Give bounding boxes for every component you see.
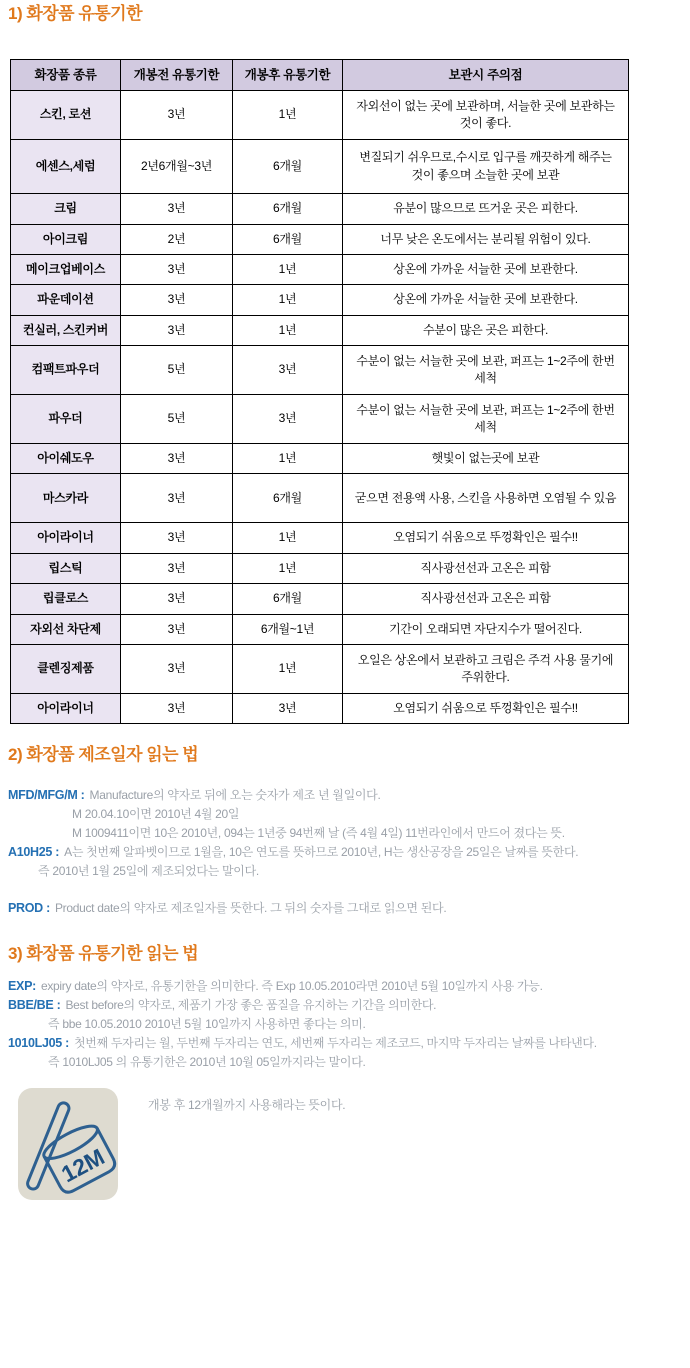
storage-note-cell: 직사광선선과 고온은 피함 — [343, 584, 629, 614]
product-type-cell: 아이쉐도우 — [11, 444, 121, 474]
storage-note-cell: 햇빛이 없는곳에 보관 — [343, 444, 629, 474]
column-header-before-opening: 개봉전 유통기한 — [121, 60, 233, 91]
term-label: MFD/MFG/M : — [8, 788, 85, 803]
shelf-life-before-cell: 3년 — [121, 194, 233, 224]
shelf-life-before-cell: 2년6개월~3년 — [121, 140, 233, 194]
info-text: M 1009411이면 10은 2010년, 094는 1년중 94번째 날 (즉 4월 4일) 11번라인에서 만드어 졌다는 뜻. — [72, 826, 565, 841]
shelf-life-after-cell: 1년 — [233, 444, 343, 474]
shelf-life-after-cell: 6개월 — [233, 474, 343, 523]
shelf-life-after-cell: 6개월 — [233, 140, 343, 194]
product-type-cell: 컨실러, 스킨커버 — [11, 315, 121, 345]
product-type-cell: 에센스,세럼 — [11, 140, 121, 194]
storage-note-cell: 변질되기 쉬우므로,수시로 입구를 깨끗하게 해주는 것이 좋으며 소늘한 곳에 보관 — [343, 140, 629, 194]
shelf-life-before-cell: 3년 — [121, 285, 233, 315]
shelf-life-before-cell: 3년 — [121, 645, 233, 694]
storage-note-cell: 수분이 많은 곳은 피한다. — [343, 315, 629, 345]
storage-note-cell: 기간이 오래되면 자단지수가 떨어진다. — [343, 614, 629, 644]
storage-note-cell: 오일은 상온에서 보관하고 크림은 주걱 사용 물기에 주위한다. — [343, 645, 629, 694]
product-type-cell: 아이라이너 — [11, 523, 121, 553]
table-row — [11, 645, 629, 694]
info-text: 즉 bbe 10.05.2010 2010년 5월 10일까지 사용하면 좋다는 의미. — [48, 1017, 366, 1032]
info-text: Product date의 약자로 제조일자를 뜻한다. 그 뒤의 숫자를 그대로 읽으면 된다. — [54, 901, 447, 916]
section-title-expiry-reading: 3) 화장품 유통기한 읽는 법 — [8, 944, 199, 964]
shelf-life-before-cell: 3년 — [121, 523, 233, 553]
pao-12m-label: 12M — [56, 1143, 109, 1188]
product-type-cell: 자외선 차단제 — [11, 614, 121, 644]
cosmetics-expiry-table — [10, 59, 629, 724]
expiry-reading-text-block — [8, 977, 690, 1072]
storage-note-cell: 유분이 많으므로 뜨거운 곳은 피한다. — [343, 194, 629, 224]
product-type-cell: 아이라이너 — [11, 694, 121, 724]
info-line — [8, 1053, 690, 1072]
info-line — [8, 996, 690, 1015]
table-row — [11, 285, 629, 315]
table-row — [11, 346, 629, 395]
product-type-cell: 마스카라 — [11, 474, 121, 523]
table-row — [11, 584, 629, 614]
shelf-life-after-cell: 1년 — [233, 315, 343, 345]
info-line — [8, 1034, 690, 1053]
shelf-life-before-cell: 3년 — [121, 553, 233, 583]
table-row — [11, 224, 629, 254]
table-row — [11, 614, 629, 644]
info-line — [8, 786, 690, 805]
info-line — [8, 977, 690, 996]
column-header-after-opening: 개봉후 유통기한 — [233, 60, 343, 91]
pao-open-jar-icon — [18, 1088, 118, 1200]
term-label: 1010LJ05 : — [8, 1036, 69, 1051]
shelf-life-after-cell: 6개월 — [233, 194, 343, 224]
product-type-cell: 메이크업베이스 — [11, 254, 121, 284]
table-row — [11, 254, 629, 284]
pao-caption: 개봉 후 12개월까지 사용해라는 뜻이다. — [148, 1098, 346, 1113]
shelf-life-before-cell: 5년 — [121, 395, 233, 444]
product-type-cell: 아이크림 — [11, 224, 121, 254]
product-type-cell: 클렌징제품 — [11, 645, 121, 694]
pao-symbol-section — [18, 1088, 690, 1200]
term-label: EXP: — [8, 979, 36, 994]
product-type-cell: 립클로스 — [11, 584, 121, 614]
info-text: 첫번째 두자리는 월, 두번째 두자리는 연도, 세번째 두자리는 제조코드, 마지막 두자리는 날짜를 나타낸다. — [73, 1036, 597, 1051]
info-text: A는 첫번째 알파벳이므로 1월을, 10은 연도를 뜻하므로 2010년, H는 생산공장을 25일은 날짜를 뜻한다. — [64, 845, 579, 860]
product-type-cell: 립스틱 — [11, 553, 121, 583]
product-type-cell: 파우더 — [11, 395, 121, 444]
table-row — [11, 523, 629, 553]
shelf-life-before-cell: 3년 — [121, 444, 233, 474]
section-title-shelf-life: 1) 화장품 유통기한 — [8, 4, 143, 23]
manufacture-date-text-block — [8, 786, 690, 918]
info-line — [8, 805, 690, 824]
shelf-life-after-cell: 1년 — [233, 553, 343, 583]
storage-note-cell: 상온에 가까운 서늘한 곳에 보관한다. — [343, 285, 629, 315]
info-line — [8, 843, 690, 862]
table-row — [11, 91, 629, 140]
info-line — [8, 824, 690, 843]
storage-note-cell: 굳으면 전용액 사용, 스킨을 사용하면 오염될 수 있음 — [343, 474, 629, 523]
table-row — [11, 553, 629, 583]
info-text: expiry date의 약자로, 유통기한을 의미한다. 즉 Exp 10.05.2010라면 2010년 5월 10일까지 사용 가능. — [40, 979, 543, 994]
storage-note-cell: 수분이 없는 서늘한 곳에 보관, 퍼프는 1~2주에 한번 세척 — [343, 346, 629, 395]
product-type-cell: 컴팩트파우더 — [11, 346, 121, 395]
table-header-row — [11, 60, 629, 91]
shelf-life-before-cell: 3년 — [121, 694, 233, 724]
shelf-life-before-cell: 5년 — [121, 346, 233, 395]
info-line — [8, 899, 690, 918]
shelf-life-before-cell: 3년 — [121, 474, 233, 523]
shelf-life-after-cell: 6개월 — [233, 224, 343, 254]
shelf-life-after-cell: 3년 — [233, 694, 343, 724]
info-text: 즉 2010년 1월 25일에 제조되었다는 말이다. — [38, 864, 259, 879]
product-type-cell: 파운데이션 — [11, 285, 121, 315]
shelf-life-after-cell: 3년 — [233, 346, 343, 395]
column-header-product-type: 화장품 종류 — [11, 60, 121, 91]
table-row — [11, 194, 629, 224]
column-header-storage-note: 보관시 주의점 — [343, 60, 629, 91]
shelf-life-before-cell: 3년 — [121, 91, 233, 140]
info-line — [8, 862, 690, 881]
shelf-life-before-cell: 2년 — [121, 224, 233, 254]
product-type-cell: 스킨, 로션 — [11, 91, 121, 140]
shelf-life-before-cell: 3년 — [121, 584, 233, 614]
storage-note-cell: 직사광선선과 고온은 피함 — [343, 553, 629, 583]
storage-note-cell: 오염되기 쉬움으로 뚜껑확인은 필수!! — [343, 523, 629, 553]
table-row — [11, 140, 629, 194]
term-label: PROD : — [8, 901, 50, 916]
shelf-life-after-cell: 1년 — [233, 523, 343, 553]
product-type-cell: 크림 — [11, 194, 121, 224]
table-row — [11, 474, 629, 523]
term-label: A10H25 : — [8, 845, 60, 860]
term-label: BBE/BE : — [8, 998, 61, 1013]
info-text: 즉 1010LJ05 의 유통기한은 2010년 10월 05일까지라는 말이다. — [48, 1055, 366, 1070]
table-row — [11, 694, 629, 724]
shelf-life-after-cell: 1년 — [233, 254, 343, 284]
info-line — [8, 1015, 690, 1034]
storage-note-cell: 자외선이 없는 곳에 보관하며, 서늘한 곳에 보관하는 것이 좋다. — [343, 91, 629, 140]
section-title-manufacture-date: 2) 화장품 제조일자 읽는 법 — [8, 745, 199, 765]
shelf-life-before-cell: 3년 — [121, 614, 233, 644]
info-text: M 20.04.10이면 2010년 4월 20일 — [72, 807, 240, 822]
storage-note-cell: 상온에 가까운 서늘한 곳에 보관한다. — [343, 254, 629, 284]
shelf-life-after-cell: 1년 — [233, 91, 343, 140]
table-row — [11, 395, 629, 444]
storage-note-cell: 너무 낮은 온도에서는 분리될 위험이 있다. — [343, 224, 629, 254]
shelf-life-before-cell: 3년 — [121, 315, 233, 345]
shelf-life-after-cell: 1년 — [233, 645, 343, 694]
shelf-life-after-cell: 6개월~1년 — [233, 614, 343, 644]
info-text: Manufacture의 약자로 뒤에 오는 숫자가 제조 년 월일이다. — [89, 788, 381, 803]
shelf-life-before-cell: 3년 — [121, 254, 233, 284]
shelf-life-after-cell: 3년 — [233, 395, 343, 444]
storage-note-cell: 수분이 없는 서늘한 곳에 보관, 퍼프는 1~2주에 한번 세척 — [343, 395, 629, 444]
shelf-life-after-cell: 1년 — [233, 285, 343, 315]
table-row — [11, 444, 629, 474]
storage-note-cell: 오염되기 쉬움으로 뚜껑확인은 필수!! — [343, 694, 629, 724]
table-row — [11, 315, 629, 345]
shelf-life-after-cell: 6개월 — [233, 584, 343, 614]
info-text: Best before의 약자로, 제품기 가장 좋은 품질을 유지하는 기간을 의미한다. — [65, 998, 437, 1013]
